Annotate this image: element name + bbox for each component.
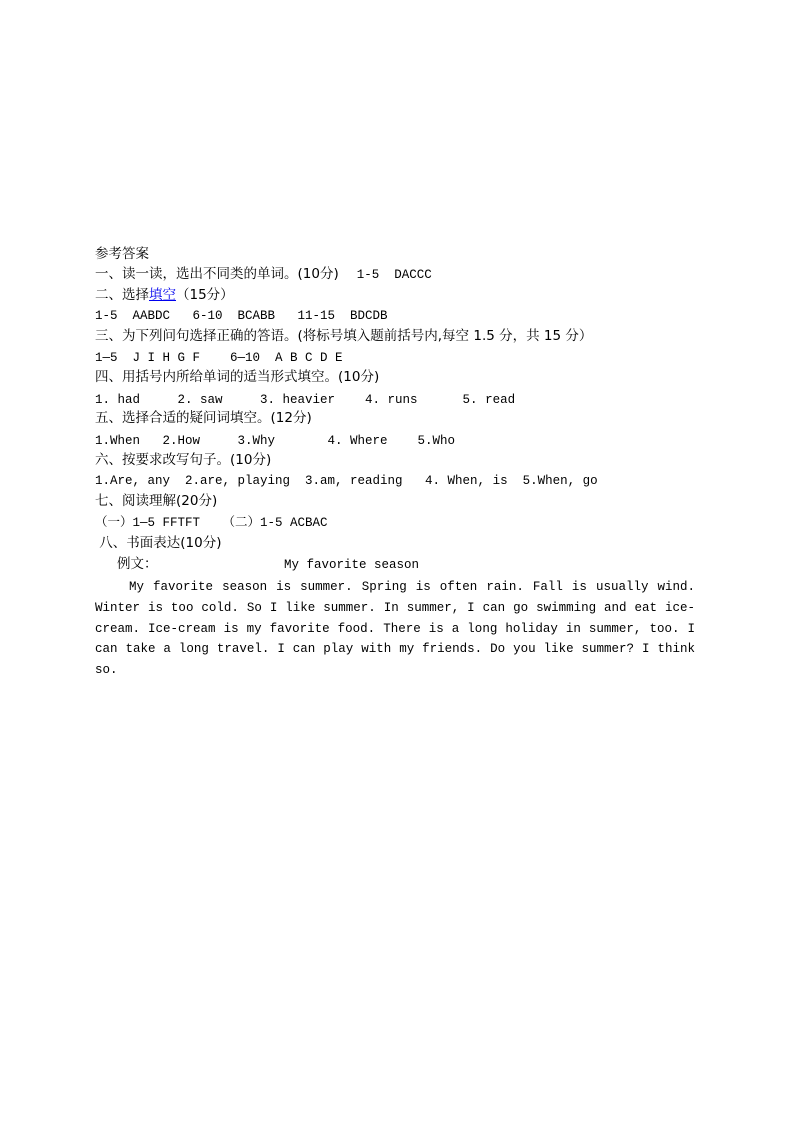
section-2-heading-pre: 二、选择 — [95, 287, 149, 303]
section-1-answers: 1-5 DACCC — [356, 268, 432, 282]
example-label: 例文： — [117, 556, 158, 572]
answer-key-title: 参考答案 — [95, 246, 149, 262]
section-6-answers: 1.Are, any 2.are, playing 3.am, reading 4. When, is 5.When, go — [95, 474, 598, 488]
section-2-heading — [95, 285, 234, 305]
section-3-heading: 三、为下列问句选择正确的答语。(将标号填入题前括号内,每空 1.5 分，共 15 分） — [95, 328, 593, 344]
section-1-heading: 一、读一读，选出不同类的单词。(10分) — [95, 266, 339, 282]
section-4-answers: 1. had 2. saw 3. heavier 4. runs 5. read — [95, 393, 516, 407]
section-5-heading: 五、选择合适的疑问词填空。(12分) — [95, 410, 312, 426]
section-5-answers: 1.When 2.How 3.Why 4. Where 5.Who — [95, 434, 456, 448]
section-2-heading-post: （15分） — [176, 287, 234, 303]
section-4-heading: 四、用括号内所给单词的适当形式填空。(10分) — [95, 369, 380, 385]
section-6-heading: 六、按要求改写句子。(10分) — [95, 452, 272, 468]
section-7-answers: （一）1—5 FFTFT （二）1-5 ACBAC — [95, 516, 328, 530]
section-3-answers: 1—5 J I H G F 6—10 A B C D E — [95, 351, 343, 365]
section-2-answers: 1-5 AABDC 6-10 BCABB 11-15 BDCDB — [95, 309, 388, 323]
essay-title: My favorite season — [284, 558, 420, 572]
essay-body — [95, 577, 695, 681]
section-1 — [95, 264, 432, 285]
essay-paragraph: My favorite season is summer. Spring is often rain. Fall is usually wind. Winter is too cold. So I like summer. In summer, I can go swimming and eat ice-cream. Ice-cream is my favorite food. There is a long holiday in summer, too. I can take a long travel. I can play with my friends. Do you like summer? I think so. — [95, 580, 695, 678]
section-7-heading: 七、阅读理解(20分) — [95, 493, 218, 509]
fill-blank-link[interactable]: 填空 — [149, 287, 176, 303]
section-8-heading: 八、书面表达(10分) — [95, 535, 222, 551]
